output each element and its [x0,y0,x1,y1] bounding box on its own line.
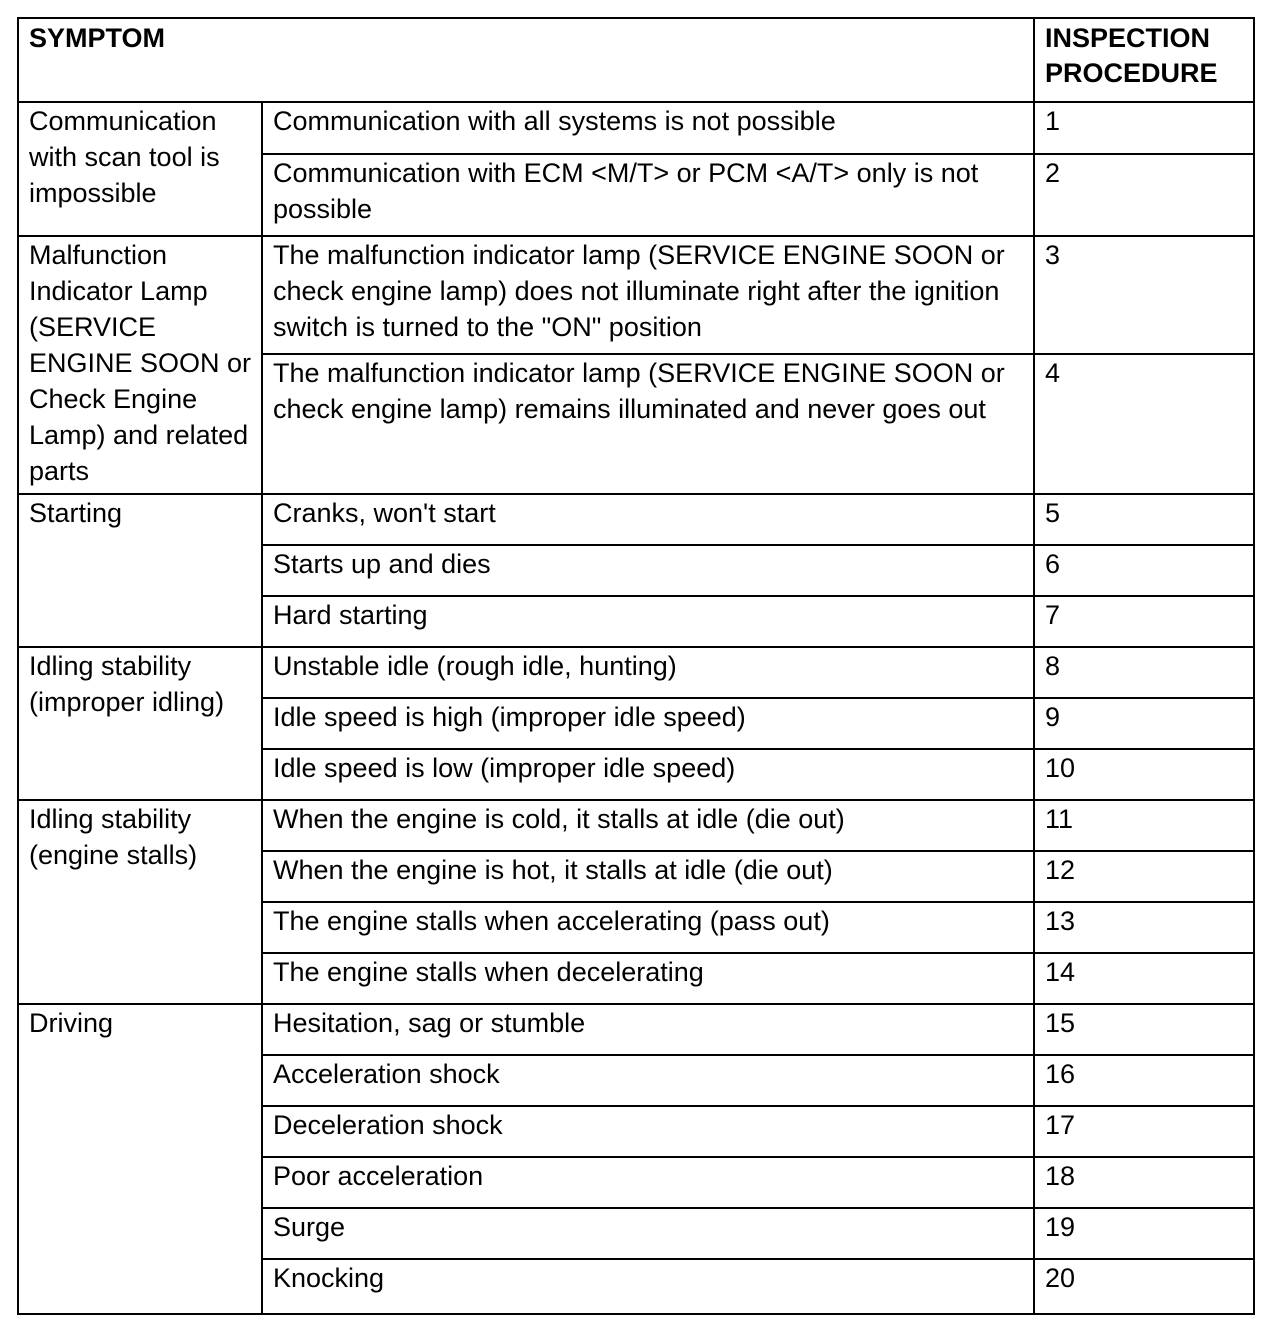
procedure-cell: 16 [1034,1055,1254,1106]
procedure-cell: 10 [1034,749,1254,800]
symptom-cell: Deceleration shock [262,1106,1034,1157]
symptom-cell: Idle speed is low (improper idle speed) [262,749,1034,800]
procedure-cell: 9 [1034,698,1254,749]
table-row [18,800,1254,851]
table-row [18,494,1254,545]
procedure-cell: 19 [1034,1208,1254,1259]
procedure-cell: 15 [1034,1004,1254,1055]
symptom-cell: Communication with all systems is not possible [262,102,1034,154]
procedure-cell: 12 [1034,851,1254,902]
category-cell: Driving [18,1004,262,1314]
procedure-cell: 18 [1034,1157,1254,1208]
category-cell: Idling stability (engine stalls) [18,800,262,1004]
procedure-cell: 14 [1034,953,1254,1004]
symptom-cell: Unstable idle (rough idle, hunting) [262,647,1034,698]
table-row [18,102,1254,154]
procedure-cell: 8 [1034,647,1254,698]
symptom-cell: Acceleration shock [262,1055,1034,1106]
symptom-cell: When the engine is hot, it stalls at idle (die out) [262,851,1034,902]
header-row [18,18,1254,102]
symptom-cell: Starts up and dies [262,545,1034,596]
header-inspection-procedure: INSPECTION PROCEDURE [1034,18,1254,102]
procedure-cell: 20 [1034,1259,1254,1314]
symptom-cell: Poor acceleration [262,1157,1034,1208]
symptom-cell: The malfunction indicator lamp (SERVICE ENGINE SOON or check engine lamp) remains illuminated and never goes out [262,354,1034,494]
symptom-cell: Cranks, won't start [262,494,1034,545]
procedure-cell: 2 [1034,154,1254,236]
table-row [18,1004,1254,1055]
symptom-table [17,17,1255,1315]
table-row [18,647,1254,698]
category-cell: Starting [18,494,262,647]
procedure-cell: 13 [1034,902,1254,953]
category-cell: Communication with scan tool is impossible [18,102,262,236]
procedure-cell: 7 [1034,596,1254,647]
table-row [18,236,1254,354]
symptom-cell: Communication with ECM <M/T> or PCM <A/T> only is not possible [262,154,1034,236]
procedure-cell: 6 [1034,545,1254,596]
symptom-cell: The engine stalls when accelerating (pass out) [262,902,1034,953]
category-cell: Idling stability (improper idling) [18,647,262,800]
symptom-cell: Surge [262,1208,1034,1259]
procedure-cell: 17 [1034,1106,1254,1157]
symptom-cell: Knocking [262,1259,1034,1314]
procedure-cell: 11 [1034,800,1254,851]
symptom-cell: Hard starting [262,596,1034,647]
procedure-cell: 1 [1034,102,1254,154]
procedure-cell: 3 [1034,236,1254,354]
procedure-cell: 4 [1034,354,1254,494]
symptom-cell: Idle speed is high (improper idle speed) [262,698,1034,749]
header-symptom: SYMPTOM [18,18,1034,102]
symptom-cell: The engine stalls when decelerating [262,953,1034,1004]
symptom-cell: Hesitation, sag or stumble [262,1004,1034,1055]
symptom-cell: When the engine is cold, it stalls at idle (die out) [262,800,1034,851]
symptom-cell: The malfunction indicator lamp (SERVICE ENGINE SOON or check engine lamp) does not illuminate right after the ignition switch is turned to the "ON" position [262,236,1034,354]
category-cell: Malfunction Indicator Lamp (SERVICE ENGINE SOON or Check Engine Lamp) and related parts [18,236,262,494]
procedure-cell: 5 [1034,494,1254,545]
